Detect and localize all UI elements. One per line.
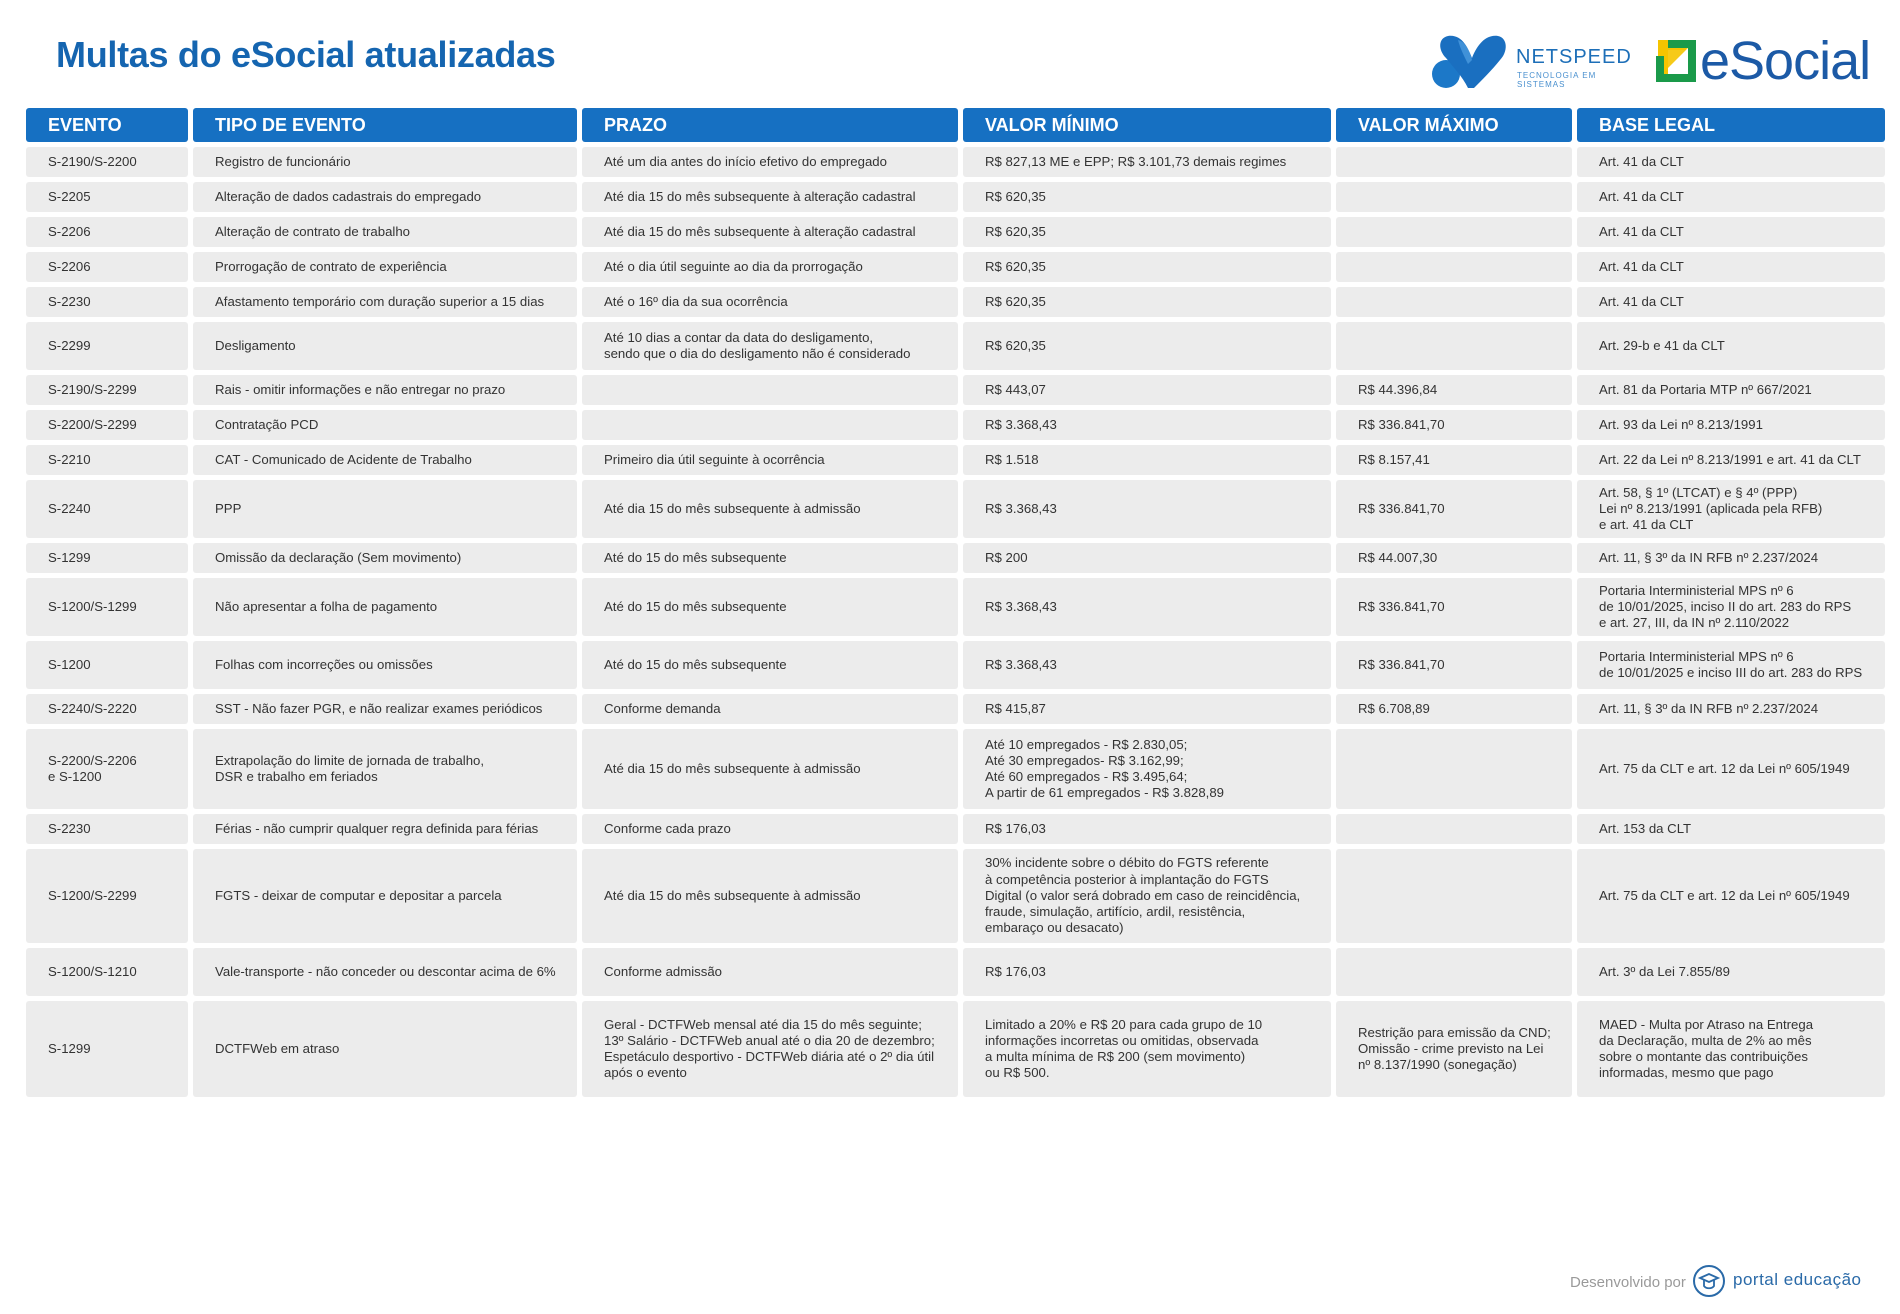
cell-prazo: Conforme admissão <box>582 948 958 996</box>
cell-tipo-de-evento: Não apresentar a folha de pagamento <box>193 578 577 636</box>
cell-tipo-de-evento: Folhas com incorreções ou omissões <box>193 641 577 689</box>
cell-evento: S-2230 <box>26 814 188 844</box>
header-valor-maximo: VALOR MÁXIMO <box>1336 108 1572 142</box>
cell-base-legal: MAED - Multa por Atraso na Entrega da Declaração, multa de 2% ao mês sobre o montante das contribuições informadas, mesmo que pago <box>1577 1001 1885 1097</box>
cell-tipo-de-evento: Vale-transporte - não conceder ou descontar acima de 6% <box>193 948 577 996</box>
cell-valor-minimo: R$ 620,35 <box>963 182 1331 212</box>
cell-tipo-de-evento: Contratação PCD <box>193 410 577 440</box>
cell-prazo: Até do 15 do mês subsequente <box>582 543 958 573</box>
cell-base-legal: Art. 11, § 3º da IN RFB nº 2.237/2024 <box>1577 543 1885 573</box>
cell-prazo: Até um dia antes do início efetivo do empregado <box>582 147 958 177</box>
cell-evento: S-2206 <box>26 217 188 247</box>
cell-prazo: Até o 16º dia da sua ocorrência <box>582 287 958 317</box>
cell-prazo: Até dia 15 do mês subsequente à admissão <box>582 849 958 943</box>
cell-valor-minimo: 30% incidente sobre o débito do FGTS referente à competência posterior à implantação do FGTS Digital (o valor será dobrado em caso de reincidência, fraude, simulação, artifício, ardil, resistência, embaraço ou desacato) <box>963 849 1331 943</box>
cell-valor-minimo: R$ 415,87 <box>963 694 1331 724</box>
cell-valor-maximo <box>1336 287 1572 317</box>
cell-valor-minimo: R$ 200 <box>963 543 1331 573</box>
cell-evento: S-2299 <box>26 322 188 370</box>
esocial-name: eSocial <box>1700 31 1871 91</box>
cell-valor-minimo: R$ 1.518 <box>963 445 1331 475</box>
portal-educacao-name: portal educação <box>1733 1270 1862 1289</box>
esocial-logo-icon <box>1650 34 1702 86</box>
cell-valor-maximo: R$ 336.841,70 <box>1336 410 1572 440</box>
header-tipo-de-evento: TIPO DE EVENTO <box>193 108 577 142</box>
cell-prazo: Primeiro dia útil seguinte à ocorrência <box>582 445 958 475</box>
cell-tipo-de-evento: Prorrogação de contrato de experiência <box>193 252 577 282</box>
cell-valor-maximo: R$ 8.157,41 <box>1336 445 1572 475</box>
cell-evento: S-2230 <box>26 287 188 317</box>
netspeed-tagline: TECNOLOGIA EM SISTEMAS <box>1517 71 1597 89</box>
header-base-legal: BASE LEGAL <box>1577 108 1885 142</box>
cell-valor-maximo: R$ 44.007,30 <box>1336 543 1572 573</box>
cell-base-legal: Portaria Interministerial MPS nº 6 de 10/01/2025, inciso II do art. 283 do RPS e art. 27, III, da IN nº 2.110/2022 <box>1577 578 1885 636</box>
cell-base-legal: Art. 81 da Portaria MTP nº 667/2021 <box>1577 375 1885 405</box>
cell-valor-minimo: R$ 827,13 ME e EPP; R$ 3.101,73 demais regimes <box>963 147 1331 177</box>
cell-evento: S-2206 <box>26 252 188 282</box>
cell-valor-minimo: R$ 620,35 <box>963 287 1331 317</box>
cell-tipo-de-evento: PPP <box>193 480 577 538</box>
cell-valor-maximo: Restrição para emissão da CND; Omissão - crime previsto na Lei nº 8.137/1990 (sonegação) <box>1336 1001 1572 1097</box>
cell-base-legal: Art. 41 da CLT <box>1577 252 1885 282</box>
cell-base-legal: Art. 93 da Lei nº 8.213/1991 <box>1577 410 1885 440</box>
netspeed-name: NETSPEED <box>1516 46 1632 68</box>
cell-valor-maximo: R$ 6.708,89 <box>1336 694 1572 724</box>
cell-valor-maximo: R$ 336.841,70 <box>1336 578 1572 636</box>
cell-evento: S-2190/S-2299 <box>26 375 188 405</box>
cell-prazo: Conforme cada prazo <box>582 814 958 844</box>
cell-valor-maximo <box>1336 182 1572 212</box>
cell-tipo-de-evento: Alteração de contrato de trabalho <box>193 217 577 247</box>
cell-base-legal: Art. 41 da CLT <box>1577 147 1885 177</box>
cell-valor-minimo: R$ 176,03 <box>963 948 1331 996</box>
cell-prazo: Até dia 15 do mês subsequente à alteração cadastral <box>582 217 958 247</box>
cell-evento: S-2205 <box>26 182 188 212</box>
cell-base-legal: Art. 41 da CLT <box>1577 182 1885 212</box>
cell-evento: S-1299 <box>26 543 188 573</box>
cell-prazo: Até dia 15 do mês subsequente à alteração cadastral <box>582 182 958 212</box>
cell-evento: S-1200/S-1299 <box>26 578 188 636</box>
cell-prazo: Conforme demanda <box>582 694 958 724</box>
cell-tipo-de-evento: FGTS - deixar de computar e depositar a parcela <box>193 849 577 943</box>
cell-valor-minimo: Até 10 empregados - R$ 2.830,05; Até 30 empregados- R$ 3.162,99; Até 60 empregados - R$ 3.495,64; A partir de 61 empregados - R$ 3.828,89 <box>963 729 1331 809</box>
cell-valor-minimo: R$ 620,35 <box>963 217 1331 247</box>
cell-valor-minimo: Limitado a 20% e R$ 20 para cada grupo de 10 informações incorretas ou omitidas, observada a multa mínima de R$ 200 (sem movimento) ou R$ 500. <box>963 1001 1331 1097</box>
cell-base-legal: Art. 75 da CLT e art. 12 da Lei nº 605/1949 <box>1577 729 1885 809</box>
cell-tipo-de-evento: SST - Não fazer PGR, e não realizar exames periódicos <box>193 694 577 724</box>
cell-prazo: Até o dia útil seguinte ao dia da prorrogação <box>582 252 958 282</box>
cell-evento: S-2200/S-2206 e S-1200 <box>26 729 188 809</box>
header-evento: EVENTO <box>26 108 188 142</box>
cell-valor-minimo: R$ 443,07 <box>963 375 1331 405</box>
cell-valor-maximo <box>1336 729 1572 809</box>
cell-base-legal: Art. 41 da CLT <box>1577 217 1885 247</box>
cell-prazo: Até do 15 do mês subsequente <box>582 641 958 689</box>
cell-tipo-de-evento: Desligamento <box>193 322 577 370</box>
cell-valor-minimo: R$ 620,35 <box>963 322 1331 370</box>
cell-valor-minimo: R$ 176,03 <box>963 814 1331 844</box>
cell-prazo <box>582 375 958 405</box>
cell-evento: S-1200 <box>26 641 188 689</box>
cell-valor-maximo <box>1336 322 1572 370</box>
portal-educacao-logo-icon <box>1692 1264 1726 1298</box>
cell-tipo-de-evento: Alteração de dados cadastrais do empregado <box>193 182 577 212</box>
cell-valor-maximo: R$ 336.841,70 <box>1336 480 1572 538</box>
cell-tipo-de-evento: Extrapolação do limite de jornada de trabalho, DSR e trabalho em feriados <box>193 729 577 809</box>
cell-valor-maximo <box>1336 217 1572 247</box>
cell-tipo-de-evento: Férias - não cumprir qualquer regra definida para férias <box>193 814 577 844</box>
cell-evento: S-1299 <box>26 1001 188 1097</box>
developed-by-label: Desenvolvido por <box>1570 1274 1686 1291</box>
cell-evento: S-2240 <box>26 480 188 538</box>
cell-evento: S-2190/S-2200 <box>26 147 188 177</box>
cell-base-legal: Art. 29-b e 41 da CLT <box>1577 322 1885 370</box>
cell-valor-maximo: R$ 44.396,84 <box>1336 375 1572 405</box>
cell-base-legal: Art. 153 da CLT <box>1577 814 1885 844</box>
cell-tipo-de-evento: Rais - omitir informações e não entregar no prazo <box>193 375 577 405</box>
cell-evento: S-2200/S-2299 <box>26 410 188 440</box>
cell-tipo-de-evento: DCTFWeb em atraso <box>193 1001 577 1097</box>
cell-base-legal: Art. 41 da CLT <box>1577 287 1885 317</box>
cell-valor-minimo: R$ 3.368,43 <box>963 578 1331 636</box>
cell-evento: S-1200/S-2299 <box>26 849 188 943</box>
cell-evento: S-2210 <box>26 445 188 475</box>
header-valor-minimo: VALOR MÍNIMO <box>963 108 1331 142</box>
cell-prazo: Até dia 15 do mês subsequente à admissão <box>582 480 958 538</box>
cell-prazo: Até 10 dias a contar da data do desligamento, sendo que o dia do desligamento não é considerado <box>582 322 958 370</box>
cell-valor-maximo <box>1336 147 1572 177</box>
cell-prazo: Até dia 15 do mês subsequente à admissão <box>582 729 958 809</box>
netspeed-logo-icon <box>1428 30 1510 90</box>
cell-valor-minimo: R$ 620,35 <box>963 252 1331 282</box>
cell-prazo: Até do 15 do mês subsequente <box>582 578 958 636</box>
cell-valor-maximo <box>1336 252 1572 282</box>
cell-evento: S-1200/S-1210 <box>26 948 188 996</box>
cell-valor-minimo: R$ 3.368,43 <box>963 641 1331 689</box>
cell-base-legal: Art. 22 da Lei nº 8.213/1991 e art. 41 da CLT <box>1577 445 1885 475</box>
cell-tipo-de-evento: Omissão da declaração (Sem movimento) <box>193 543 577 573</box>
cell-base-legal: Art. 58, § 1º (LTCAT) e § 4º (PPP) Lei nº 8.213/1991 (aplicada pela RFB) e art. 41 da CLT <box>1577 480 1885 538</box>
cell-evento: S-2240/S-2220 <box>26 694 188 724</box>
cell-valor-minimo: R$ 3.368,43 <box>963 480 1331 538</box>
cell-prazo <box>582 410 958 440</box>
fines-table <box>26 108 1884 1097</box>
cell-valor-maximo: R$ 336.841,70 <box>1336 641 1572 689</box>
cell-valor-maximo <box>1336 814 1572 844</box>
cell-base-legal: Portaria Interministerial MPS nº 6 de 10/01/2025 e inciso III do art. 283 do RPS <box>1577 641 1885 689</box>
esocial-logo <box>1650 30 1870 94</box>
header-prazo: PRAZO <box>582 108 958 142</box>
footer <box>1570 1262 1880 1302</box>
cell-tipo-de-evento: Afastamento temporário com duração superior a 15 dias <box>193 287 577 317</box>
cell-valor-maximo <box>1336 849 1572 943</box>
cell-valor-minimo: R$ 3.368,43 <box>963 410 1331 440</box>
cell-tipo-de-evento: CAT - Comunicado de Acidente de Trabalho <box>193 445 577 475</box>
netspeed-logo <box>1428 28 1638 92</box>
cell-prazo: Geral - DCTFWeb mensal até dia 15 do mês seguinte; 13º Salário - DCTFWeb anual até o dia 20 de dezembro; Espetáculo desportivo - DCTFWeb diária até o 2º dia útil após o evento <box>582 1001 958 1097</box>
cell-base-legal: Art. 75 da CLT e art. 12 da Lei nº 605/1949 <box>1577 849 1885 943</box>
cell-tipo-de-evento: Registro de funcionário <box>193 147 577 177</box>
page-title: Multas do eSocial atualizadas <box>56 34 556 75</box>
cell-valor-maximo <box>1336 948 1572 996</box>
cell-base-legal: Art. 3º da Lei 7.855/89 <box>1577 948 1885 996</box>
cell-base-legal: Art. 11, § 3º da IN RFB nº 2.237/2024 <box>1577 694 1885 724</box>
